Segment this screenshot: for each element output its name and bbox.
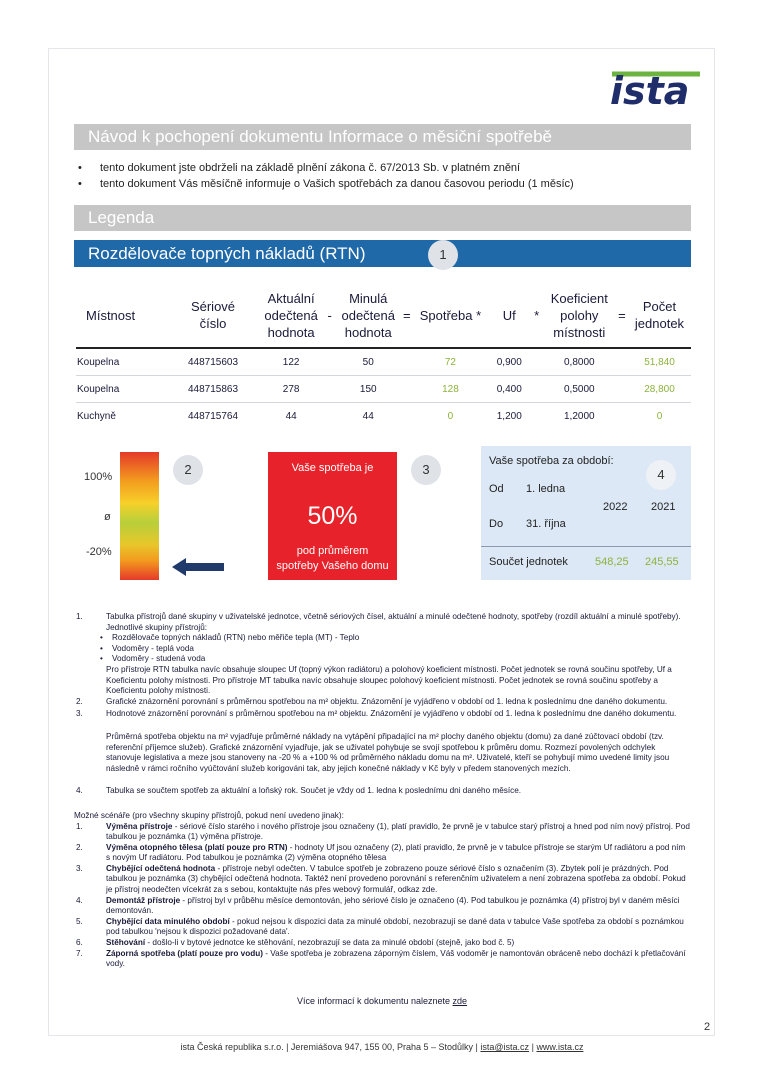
badge-3: 3 [411, 455, 441, 485]
col-minus: - [327, 307, 332, 323]
col-eq1: = [402, 307, 411, 323]
period-from-date: 1. ledna [526, 483, 566, 495]
footer: ista Česká republika s.r.o. | Jeremiášova 947, 155 00, Praha 5 – Stodůlky | ista@ista.cz | www.ista.cz [180, 1042, 584, 1052]
period-sum-current: 548,25 [595, 556, 629, 568]
period-sum-label: Součet jednotek [489, 556, 568, 568]
more-info-link[interactable]: zde [452, 996, 468, 1006]
intro-bullets [76, 160, 574, 192]
col-times: * [534, 307, 540, 323]
footer-email-link[interactable]: ista@ista.cz [480, 1042, 530, 1052]
badge-2: 2 [173, 455, 203, 485]
legend-title: Legenda [74, 205, 691, 231]
col-coef: Koeficient polohy místnosti [550, 290, 608, 340]
redbox-percent: 50% [307, 502, 358, 530]
col-eq2: = [618, 307, 626, 323]
period-year-current: 2022 [603, 501, 628, 513]
col-current: Aktuální odečtená hodnota [264, 290, 318, 340]
col-consumption: Spotřeba * [419, 307, 482, 323]
table-row: Koupelna 448715603 122 50 72 0,900 0,8000 51,840 [76, 348, 691, 376]
col-uf: Uf [502, 307, 516, 323]
period-year-previous: 2021 [651, 501, 676, 513]
gauge-label-bottom: -20% [86, 546, 112, 558]
period-to-label: Do [489, 518, 504, 530]
explanatory-notes: 1. Tabulka přístrojů dané skupiny v uživatelské jednotce, včetně sériových čísel, aktuální a minulé odečtené hodnoty, spotřeby (rozdíl aktuální a minulé spotřeby). Jednotlivé skupiny přístrojů: • Rozdělovače topných nákladů (RTN) nebo měřiče tepla (MT) - Teplo • Vodoměry - teplá voda • Vodoměry - studená voda Pro přístroje RTN tabulka navíc obsahuje sloupec Uf (topný výkon radiátoru) a polohový koeficient místnosti. Počet jednotek se rovná součinu spotřeby, Uf a Koeficientu polohy místnosti. Pro přístroje MT tabulka navíc obsahuje sloupec polohový koeficient místnosti. Počet jednotek se rovná součinu spotřeby a Koeficientu polohy místnosti. 2. Grafické znázornění porovnání s průměrnou spotřebou na m² objektu. Znázornění je vyjádřeno v období od 1. ledna k poslednímu dne daného dokumentu. 3. Hodnotové znázornění porovnání s průměrnou spotřebou na m² objektu. Znázornění je vyjádřeno v období od 1. ledna k poslednímu dne daného dokumentu. Průměrná spotřeba objektu na m² vyjadřuje průměrné náklady na vytápění připadající na m² plochy daného objektu (domu) za dané zúčtovací období (tzv. referenční příjemce služeb). Grafické znázornění vyjadřuje, jak se uživatel pohybuje se svojí spotřebou k průměru domu. Rozmezí povolených odchylek stanovuje legislativa a meze jsou stanoveny na -20 % a +100 % od průměrného nákladu domu na m². Uživatelé, kteří se pohybují mimo uvedené limity jsou následně v rámci ročního vyúčtování služeb korigováni tak, aby jejich konečné náklady v Kč byly v předem stanovených mezích. 4. Tabulka se součtem spotřeb za aktuální a loňský rok. Součet je vždy od 1. ledna k poslednímu dni daného měsíce. Možné scénáře (pro všechny skupiny přístrojů, pokud není uvedeno jinak): 1. Výměna přístroje - sériové číslo starého i nového přístroje jsou označeny (1), platí pravidlo, že prvně je v tabulce starý přístroj a hned pod ním nový přístroj. Pod tabulkou je poznámka (1) výměna přístroje. 2. Výměna otopného tělesa (platí pouze pro RTN) - hodnoty Uf jsou označeny (2), platí pravidlo, že prvně je v tabulce přístroje se starým Uf radiátoru a pod ním s novým Uf radiátoru. Pod tabulkou je poznámka (2) výměna otopného tělesa 3. Chybějící odečtená hodnota - přístroje nebyl odečten. V tabulce spotřeb je zobrazeno pouze sériové číslo s označením (3). Zbytek polí je prázdných. Pod tabulkou je poznámka (3) chybějící odečtená hodnota. Taktéž není provedeno porovnání s referenčním uživatelem a není zobrazena spotřeba za období. Pokud je přístroj neodečten vícekrát za s sebou, kontaktujte nás přes webový formulář, odkaz zde. 4. Demontáž přístroje - přístroj byl v průběhu měsíce demontován, jeho sériové číslo je označeno (4). Pod tabulkou je poznámka (4) přístroj byl v daném měsíci demontován. 5. Chybějící data minulého období - pokud nejsou k dispozici data za minulé období, nezobrazují se dané data v tabulce Vaše spotřeba za období s poznámkou pod tabulkou 'nejsou k dispozici požadované data'. 6. Stěhování - došlo-li v bytové jednotce ke stěhování, nezobrazují se data za minulé období (stejně, jako bod č. 5) 7. Záporná spotřeba (platí pouze pro vodu) - Vaše spotřeba je zobrazena záporným číslem, Váš vodoměr je namontován obráceně nebo dochází k přetlačování vody. [74, 612, 691, 970]
header-title: Návod k pochopení dokumentu Informace o měsiční spotřebě [74, 124, 691, 150]
page-number: 2 [704, 1021, 711, 1033]
intro-bullet: • tento dokument Vás měsíčně informuje o Vašich spotřebách za danou časovou periodu (1 měsíc) [76, 176, 574, 192]
consumption-comparison-box [268, 452, 397, 580]
gauge-label-top: 100% [84, 471, 113, 483]
redbox-line3: spotřeby Vašeho domu [276, 560, 389, 572]
period-from-label: Od [489, 483, 504, 495]
intro-bullet: • tento dokument jste obdrželi na základě plnění zákona č. 67/2013 Sb. v platném znění [76, 160, 574, 176]
table-row: Koupelna 448715863 278 150 128 0,400 0,5000 28,800 [76, 376, 691, 403]
redbox-line2: pod průměrem [296, 545, 369, 557]
rtn-section-title: Rozdělovače topných nákladů (RTN) [74, 240, 691, 267]
gauge-label-mid: ø [104, 511, 111, 523]
badge-4: 4 [646, 460, 676, 490]
rtn-table [76, 283, 691, 429]
ista-logo [606, 60, 706, 108]
col-serial: Sériové číslo [190, 299, 236, 331]
scenarios-title: Možné scénáře (pro všechny skupiny přístrojů, pokud není uvedeno jinak): [74, 810, 344, 820]
period-sum-previous: 245,55 [645, 556, 679, 568]
col-previous: Minulá odečtená hodnota [341, 290, 395, 340]
more-info: Více informací k dokumentu naleznete zde [296, 996, 468, 1006]
table-row: Kuchyně 448715764 44 44 0 1,200 1,2000 0 [76, 403, 691, 430]
col-units: Počet jednotek [634, 299, 685, 331]
period-to-date: 31. října [526, 518, 566, 530]
arrow-left-icon [172, 558, 224, 576]
table-header-row [76, 283, 691, 348]
consumption-gauge [120, 452, 159, 580]
col-room: Místnost [86, 307, 136, 323]
badge-1: 1 [428, 240, 458, 270]
svg-text:ista: ista [610, 69, 690, 108]
period-title: Vaše spotřeba za období: [489, 455, 614, 467]
period-summary-box [481, 446, 691, 580]
footer-web-link[interactable]: www.ista.cz [536, 1042, 584, 1052]
redbox-line1: Vaše spotřeba je [291, 462, 374, 474]
